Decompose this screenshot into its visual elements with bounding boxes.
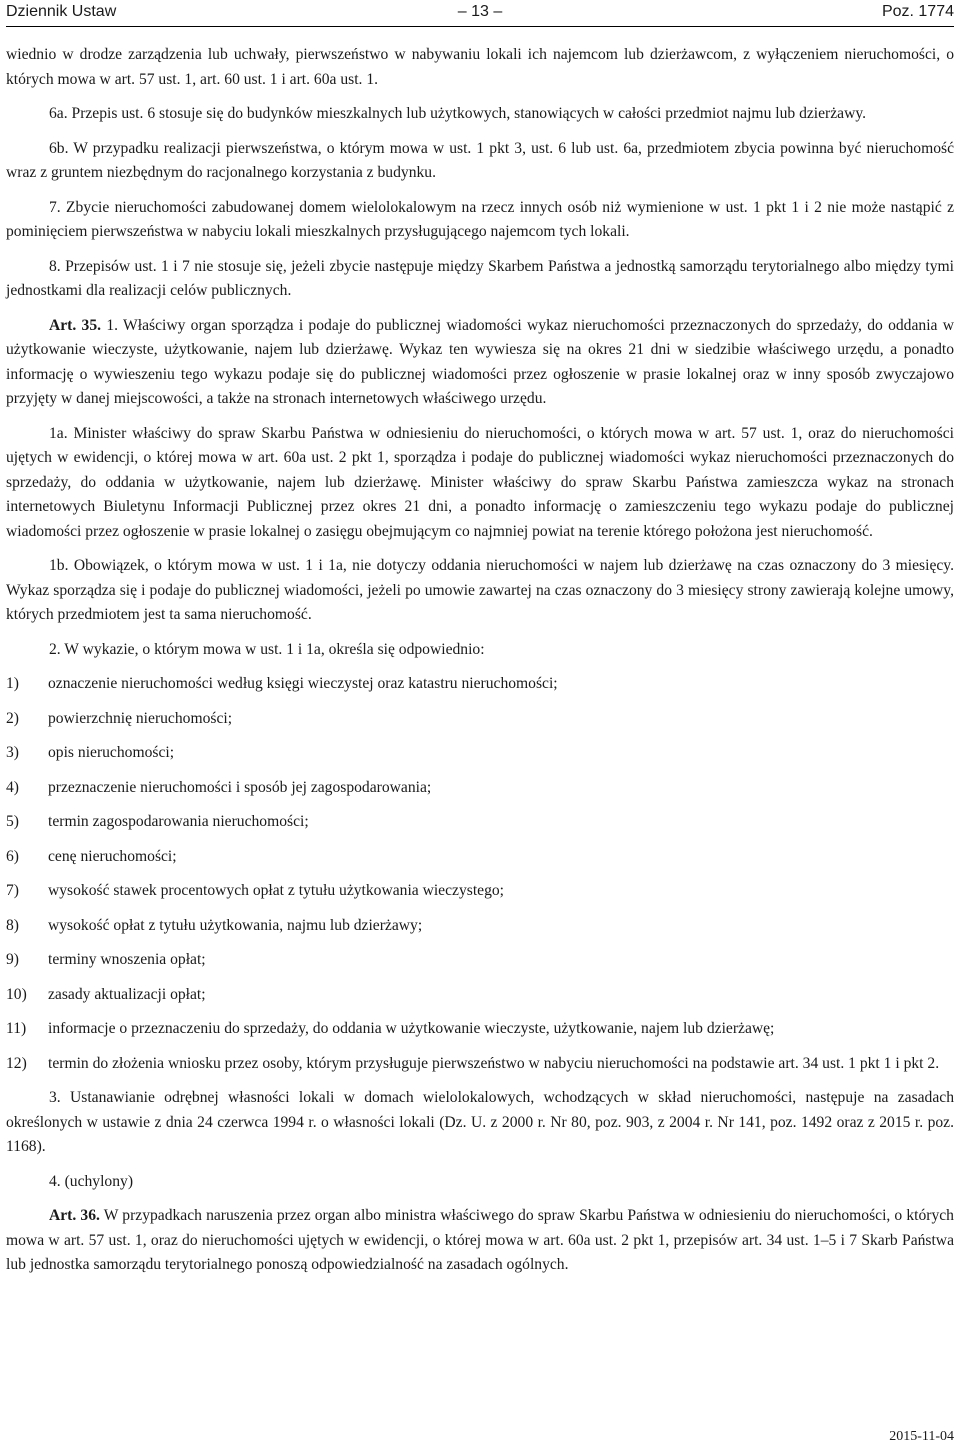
list-item-text: wysokość opłat z tytułu użytkowania, najmu lub dzierżawy;: [48, 916, 423, 934]
list-item: [6, 672, 954, 697]
list-item-text: przeznaczenie nieruchomości i sposób jej zagospodarowania;: [48, 778, 432, 796]
list-item-text: termin do złożenia wniosku przez osoby, którym przysługuje pierwszeństwo w nabyciu nieruchomości na podstawie art. 34 ust. 1 pkt 1 i pkt 2.: [48, 1054, 940, 1072]
list-item-text: informacje o przeznaczeniu do sprzedaży, do oddania w użytkowanie wieczyste, użytkowanie, najem lub dzierżawę;: [48, 1020, 775, 1037]
page-header: [6, 0, 954, 27]
list-item-text: powierzchnię nieruchomości;: [48, 709, 233, 727]
list-item-number: 3): [6, 744, 19, 761]
list-item-text: wysokość stawek procentowych opłat z tytułu użytkowania wieczystego;: [48, 882, 504, 899]
list-item-number: 6): [6, 847, 19, 865]
article-36-label: Art. 36.: [49, 1207, 100, 1224]
paragraph-4: 4. (uchylony): [49, 1172, 134, 1190]
list-item: [6, 914, 954, 939]
list-item: [6, 741, 954, 766]
article-36-text: W przypadkach naruszenia przez organ albo ministra właściwego do spraw Skarbu Państwa w odniesieniu do nieruchomości, o których mowa w art. 57 ust. 1, oraz do nieruchomości ujętych w ewidencji, o której mowa w art. 60a ust. 2 pkt 1, przepisów art. 34 ust. 1–5 i 7 Skarb Państwa lub jednostka samorządu terytorialnego ponoszą odpowiedzialność na zasadach ogólnych.: [6, 1207, 954, 1273]
list-item-text: terminy wnoszenia opłat;: [48, 951, 206, 968]
enumerated-list: [6, 672, 954, 1076]
list-item-text: termin zagospodarowania nieruchomości;: [48, 813, 309, 830]
list-item: [6, 879, 954, 904]
paragraph-6b: 6b. W przypadku realizacji pierwszeństwa, o którym mowa w ust. 1 pkt 3, ust. 6 lub ust. 6a, przedmiotem zbycia powinna być nieruchomość wraz z gruntem niezbędnym do racjonalnego korzystania z budynku.: [6, 139, 954, 181]
paragraph-6a: 6a. Przepis ust. 6 stosuje się do budynków mieszkalnych lub użytkowych, stanowiących w całości przedmiot najmu lub dzierżawy.: [49, 105, 867, 122]
list-item: [6, 1017, 954, 1042]
paragraph-1b: 1b. Obowiązek, o którym mowa w ust. 1 i 1a, nie dotyczy oddania nieruchomości w najem lub dzierżawę na czas oznaczony do 3 miesięcy. Wykaz sporządza się i podaje do publicznej wiadomości, jeżeli po umowie zawartej na czas oznaczony do 3 miesięcy strony zawierają kolejne umowy, których przedmiotem jest ta sama nieruchomość.: [6, 557, 954, 623]
list-item: [6, 707, 954, 732]
list-item-text: opis nieruchomości;: [48, 744, 175, 761]
footer-date: 2015-11-04: [889, 1429, 954, 1444]
paragraph-3: 3. Ustanawianie odrębnej własności lokali w domach wielolokalowych, wchodzących w skład nieruchomości, następuje na zasadach określonych w ustawie z dnia 24 czerwca 1994 r. o własności lokali (Dz. U. z 2000 r. Nr 80, poz. 903, z 2004 r. Nr 141, poz. 1492 oraz z 2015 r. poz. 1168).: [6, 1089, 954, 1155]
article-36: [6, 1204, 954, 1278]
list-item-number: 5): [6, 813, 19, 830]
paragraph-7: 7. Zbycie nieruchomości zabudowanej domem wielolokalowym na rzecz innych osób niż wymienione w ust. 1 pkt 1 i 2 nie może nastąpić z pominięciem pierwszeństwa w nabyciu lokali mieszkalnych przysługującego najemcom tych lokali.: [6, 198, 954, 240]
list-item-text: cenę nieruchomości;: [48, 847, 177, 865]
list-item: [6, 948, 954, 973]
article-35-label: Art. 35.: [49, 316, 102, 334]
list-item: [6, 1052, 954, 1077]
position-number: Poz. 1774: [881, 3, 954, 20]
list-item: [6, 810, 954, 835]
paragraph-8: 8. Przepisów ust. 1 i 7 nie stosuje się, jeżeli zbycie następuje między Skarbem Państwa a jednostką samorządu terytorialnego albo między tymi jednostkami dla realizacji celów publicznych.: [6, 257, 954, 299]
list-item: [6, 983, 954, 1008]
paragraph-2: 2. W wykazie, o którym mowa w ust. 1 i 1a, określa się odpowiednio:: [49, 640, 485, 658]
article-35-text: 1. Właściwy organ sporządza i podaje do publicznej wiadomości wykaz nieruchomości przeznaczonych do sprzedaży, do oddania w użytkowanie wieczyste, użytkowanie, najem lub dzierżawę. Wykaz ten wywiesza się na okres 21 dni w siedzibie właściwego urzędu, a ponadto informację o wywieszeniu tego wykazu podaje się do publicznej wiadomości przez ogłoszenie w prasie lokalnej oraz w inny sposób zwyczajowo przyjęty w danej miejscowości, a także na stronach internetowych właściwego urzędu.: [6, 316, 954, 407]
list-item-number: 9): [6, 951, 19, 968]
journal-name: Dziennik Ustaw: [6, 3, 117, 20]
paragraph-1a: 1a. Minister właściwy do spraw Skarbu Państwa w odniesieniu do nieruchomości, o których mowa w art. 57 ust. 1, oraz do nieruchomości ujętych w ewidencji, o której mowa w art. 60a ust. 2 pkt 1, sporządza i podaje do publicznej wiadomości wykaz nieruchomości przeznaczonych do sprzedaży, do oddania w użytkowanie, najem lub dzierżawę. Minister właściwy do spraw Skarbu Państwa zamieszcza wykaz na stronach internetowych Biuletynu Informacji Publicznej przez okres 21 dni, a ponadto informację o zamieszczeniu tego wykazu podaje do publicznej wiadomości przez ogłoszenie w prasie lokalnej o zasięgu obejmującym co najmniej powiat na terenie którego położona jest nieruchomość.: [6, 424, 954, 540]
list-item-number: 10): [6, 985, 27, 1003]
list-item: [6, 776, 954, 801]
list-item-number: 4): [6, 778, 19, 796]
list-item-text: zasady aktualizacji opłat;: [48, 985, 206, 1003]
paragraph-continuation: wiednio w drodze zarządzenia lub uchwały, pierwszeństwo w nabywaniu lokali ich najemcom lub dzierżawcom, z wyłączeniem nieruchomości, o których mowa w art. 57 ust. 1, art. 60 ust. 1 i art. 60a ust. 1.: [6, 46, 954, 88]
article-35: [6, 314, 954, 412]
document-body: [6, 43, 954, 1288]
list-item-text: oznaczenie nieruchomości według księgi wieczystej oraz katastru nieruchomości;: [48, 675, 558, 692]
list-item: [6, 845, 954, 870]
list-item-number: 2): [6, 709, 19, 727]
list-item-number: 8): [6, 916, 19, 934]
list-item-number: 12): [6, 1054, 27, 1072]
list-item-number: 11): [6, 1020, 27, 1037]
list-item-number: 7): [6, 882, 19, 899]
list-item-number: 1): [6, 675, 19, 692]
page-number: – 13 –: [457, 3, 503, 20]
